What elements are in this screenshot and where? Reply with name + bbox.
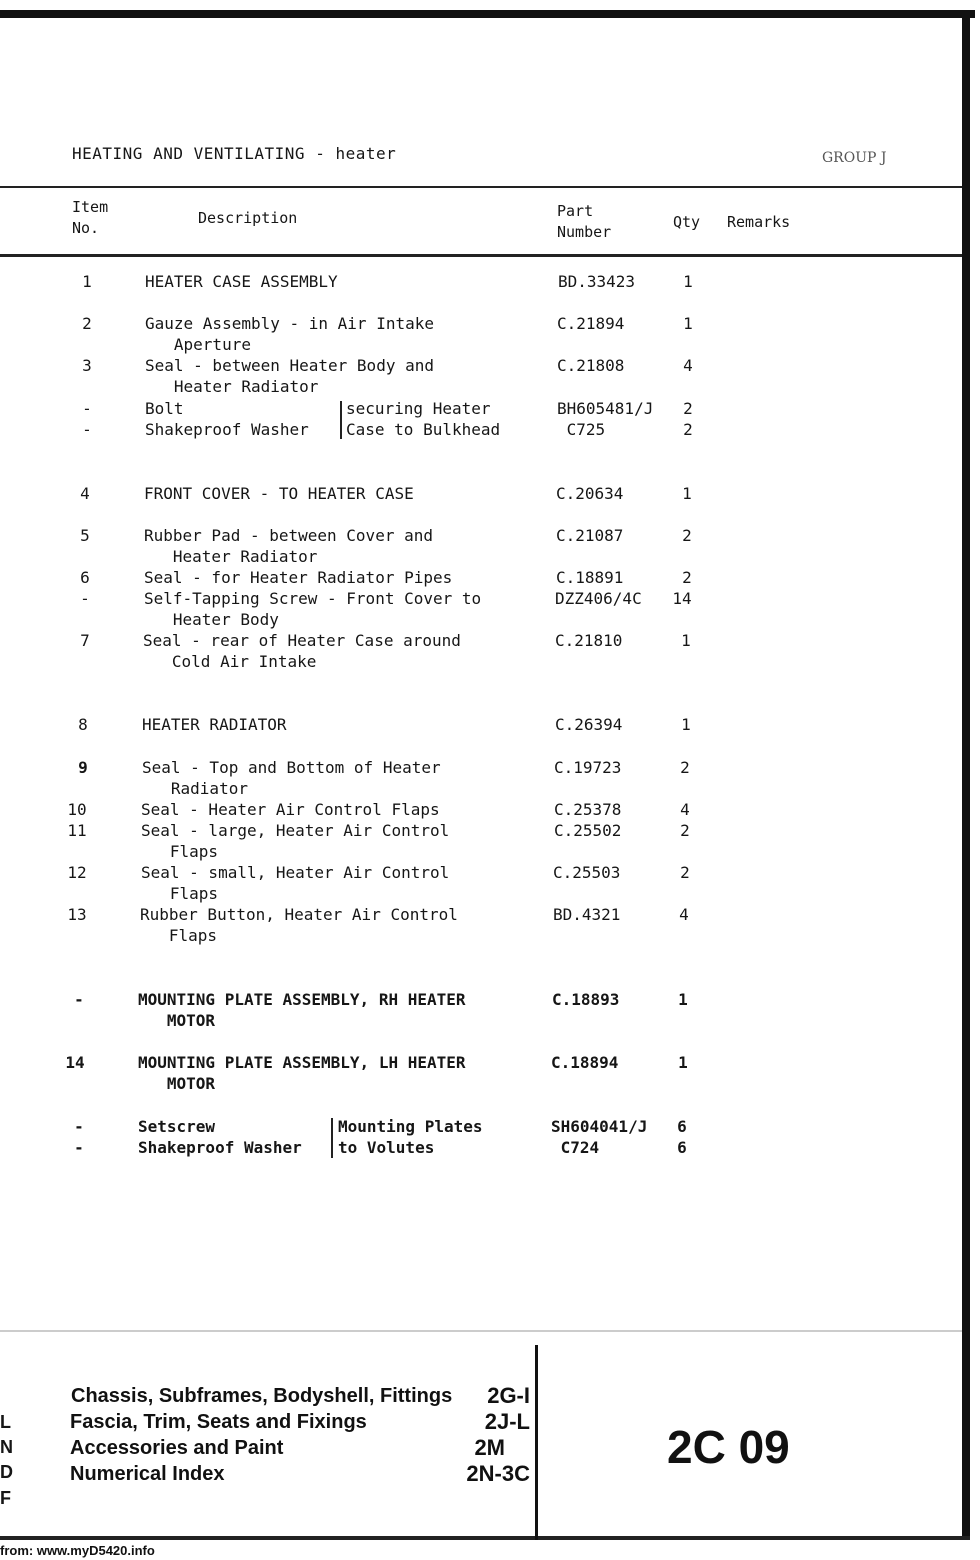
quantity: 1: [683, 272, 693, 291]
quantity: 1: [681, 715, 691, 734]
quantity: 4: [680, 800, 690, 819]
column-header-remarks: Remarks: [727, 213, 791, 231]
description: Self-Tapping Screw - Front Cover to: [144, 589, 482, 608]
fiche-code: 2C 09: [667, 1421, 790, 1473]
column-header-qty: Qty: [673, 213, 701, 231]
quantity: 4: [679, 905, 689, 924]
item-number: -: [80, 589, 90, 608]
item-number: 3: [82, 356, 92, 375]
part-number: C.21808: [557, 356, 625, 375]
part-number: BD.4321: [553, 905, 621, 924]
page-border-bottom: [0, 1536, 970, 1540]
item-number: -: [74, 1138, 84, 1157]
quantity: 2: [682, 568, 692, 587]
edge-letter: L: [0, 1412, 11, 1432]
index-code: 2M: [474, 1435, 505, 1460]
header-rule-bottom: [0, 254, 962, 257]
item-number: -: [82, 399, 92, 418]
description: MOTOR: [138, 1074, 216, 1093]
part-number: C.18891: [556, 568, 624, 587]
description: FRONT COVER - TO HEATER CASE: [144, 484, 414, 503]
index-label: Chassis, Subframes, Bodyshell, Fittings: [71, 1385, 453, 1407]
item-number: 14: [65, 1053, 85, 1072]
quantity: 2: [680, 863, 690, 882]
part-number: BD.33423: [558, 272, 636, 291]
item-number: -: [74, 990, 84, 1009]
description: Radiator: [142, 779, 248, 798]
description: Seal - between Heater Body and: [145, 356, 434, 375]
quantity: 2: [683, 420, 693, 439]
item-header-line1: Item: [72, 198, 109, 216]
description: Seal - small, Heater Air Control: [141, 863, 450, 882]
description: Shakeproof Washer: [145, 420, 309, 439]
index-code: 2J-L: [484, 1409, 530, 1434]
item-number: 1: [82, 272, 92, 291]
index-label: Accessories and Paint: [70, 1437, 284, 1459]
part-header-line1: Part: [557, 202, 594, 220]
description: Bolt: [145, 399, 184, 418]
quantity: 2: [680, 758, 690, 777]
footer-divider: [0, 1330, 962, 1332]
quantity: 4: [683, 356, 693, 375]
description: MOTOR: [138, 1011, 216, 1030]
item-number: 6: [80, 568, 90, 587]
header-rule-top: [0, 186, 962, 188]
column-header-part: [557, 201, 611, 243]
description: Flaps: [141, 884, 219, 903]
description: HEATER RADIATOR: [142, 715, 287, 734]
description: Seal - rear of Heater Case around: [143, 631, 461, 650]
description: Flaps: [141, 842, 219, 861]
item-number: 2: [82, 314, 92, 333]
item-number: 12: [67, 863, 87, 882]
description: Seal - Heater Air Control Flaps: [141, 800, 440, 819]
description: Heater Radiator: [145, 377, 319, 396]
quantity: 6: [677, 1117, 687, 1136]
bracket-note: securing Heater: [346, 399, 491, 418]
page-border-right: [962, 10, 970, 1540]
part-number: C.25503: [553, 863, 621, 882]
edge-letter: N: [0, 1437, 13, 1457]
footer-vertical-rule: [535, 1345, 538, 1540]
part-number: DZZ406/4C: [555, 589, 642, 608]
item-number: 7: [80, 631, 90, 650]
part-number: C.25502: [554, 821, 622, 840]
quantity: 2: [680, 821, 690, 840]
description: Shakeproof Washer: [138, 1138, 302, 1157]
part-number: C.18893: [552, 990, 620, 1009]
quantity: 1: [682, 484, 692, 503]
item-number: -: [82, 420, 92, 439]
item-number: -: [74, 1117, 84, 1136]
bracket-line: [340, 401, 342, 439]
bracket-note: Case to Bulkhead: [346, 420, 501, 439]
description: Cold Air Intake: [143, 652, 317, 671]
item-number: 11: [67, 821, 87, 840]
quantity: 14: [672, 589, 692, 608]
bracket-note: to Volutes: [338, 1138, 435, 1157]
page-border-top: [0, 10, 975, 18]
description: Gauze Assembly - in Air Intake: [145, 314, 434, 333]
description: Heater Body: [144, 610, 279, 629]
item-number: 10: [67, 800, 87, 819]
item-number: 13: [67, 905, 87, 924]
bracket-line: [331, 1118, 333, 1158]
index-code: 2G-I: [487, 1383, 530, 1408]
description: Heater Radiator: [144, 547, 318, 566]
part-number: C.20634: [556, 484, 624, 503]
quantity: 2: [682, 526, 692, 545]
part-number: C.21894: [557, 314, 625, 333]
part-number: C.25378: [554, 800, 622, 819]
part-number: C.26394: [555, 715, 623, 734]
column-header-item: [72, 197, 108, 239]
part-number: C.18894: [551, 1053, 619, 1072]
quantity: 6: [677, 1138, 687, 1157]
item-number: 9: [78, 758, 88, 777]
description: Seal - Top and Bottom of Heater: [142, 758, 441, 777]
description: Seal - for Heater Radiator Pipes: [144, 568, 453, 587]
item-number: 8: [78, 715, 88, 734]
part-number: C.19723: [554, 758, 622, 777]
item-number: 5: [80, 526, 90, 545]
description: Seal - large, Heater Air Control: [141, 821, 450, 840]
description: Setscrew: [138, 1117, 216, 1136]
description: MOUNTING PLATE ASSEMBLY, RH HEATER: [138, 990, 466, 1009]
index-label: Numerical Index: [70, 1463, 225, 1485]
edge-letter: D: [0, 1462, 13, 1482]
description: Aperture: [145, 335, 251, 354]
page-title: HEATING AND VENTILATING - heater: [72, 144, 397, 163]
bracket-note: Mounting Plates: [338, 1117, 483, 1136]
index-label: Fascia, Trim, Seats and Fixings: [70, 1411, 367, 1433]
description: Flaps: [140, 926, 218, 945]
edge-letter: F: [0, 1488, 11, 1508]
item-header-line2: No.: [72, 219, 100, 237]
quantity: 1: [683, 314, 693, 333]
part-number: BH605481/J: [557, 399, 654, 418]
description: Rubber Pad - between Cover and: [144, 526, 433, 545]
column-header-description: Description: [198, 209, 298, 227]
quantity: 2: [683, 399, 693, 418]
quantity: 1: [681, 631, 691, 650]
group-label: GROUP J: [822, 150, 887, 166]
description: MOUNTING PLATE ASSEMBLY, LH HEATER: [138, 1053, 466, 1072]
description: Rubber Button, Heater Air Control: [140, 905, 458, 924]
source-credit: from: www.myD5420.info: [0, 1543, 155, 1558]
item-number: 4: [80, 484, 90, 503]
part-header-line2: Number: [557, 223, 612, 241]
part-number: C725: [557, 420, 606, 439]
description: HEATER CASE ASSEMBLY: [145, 272, 338, 291]
part-number: C.21087: [556, 526, 624, 545]
index-code: 2N-3C: [466, 1461, 530, 1486]
part-number: SH604041/J: [551, 1117, 648, 1136]
part-number: C724: [551, 1138, 600, 1157]
quantity: 1: [678, 1053, 688, 1072]
part-number: C.21810: [555, 631, 623, 650]
quantity: 1: [678, 990, 688, 1009]
